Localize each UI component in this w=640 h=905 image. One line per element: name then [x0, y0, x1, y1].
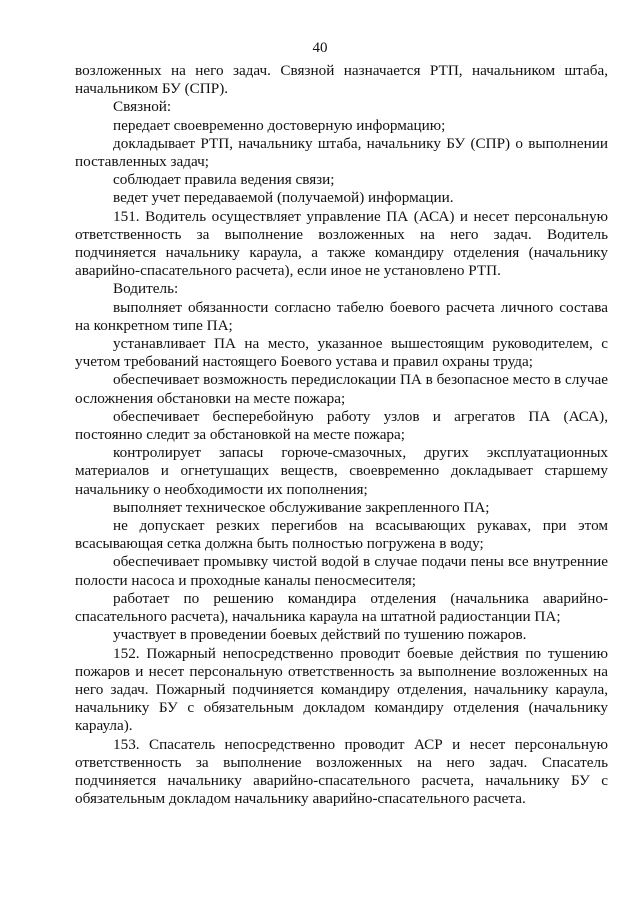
paragraph: 152. Пожарный непосредственно проводит боевые действия по тушению пожаров и несет персональную ответственность за выполнение возложенных на него задач. Пожарный подчиняется командиру отделения, начальнику караула, начальнику БУ с обязательным докладом командиру отделения (начальнику караула). — [75, 644, 608, 735]
paragraph: Водитель: — [113, 280, 179, 298]
paragraph: контролирует запасы горюче-смазочных, других эксплуатационных материалов и огнетушащих веществ, своевременно докладывает старшему начальнику о необходимости их пополнения; — [75, 444, 608, 498]
paragraph: передает своевременно достоверную информацию; — [113, 116, 446, 134]
paragraph: Связной: — [113, 98, 172, 116]
page-number: 40 — [312, 40, 328, 56]
paragraph: участвует в проведении боевых действий по тушению пожаров. — [113, 626, 527, 644]
paragraph: обеспечивает возможность передислокации ПА в безопасное место в случае осложнения обстановки на месте пожара; — [75, 371, 608, 407]
paragraph: выполняет обязанности согласно табелю боевого расчета личного состава на конкретном типе ПА; — [75, 298, 608, 334]
paragraph: обеспечивает промывку чистой водой в случае подачи пены все внутренние полости насоса и проходные каналы пеносмесителя; — [75, 553, 608, 589]
paragraph: не допускает резких перегибов на всасывающих рукавах, при этом всасывающая сетка должна быть полностью погружена в воду; — [75, 517, 608, 553]
paragraph: работает по решению командира отделения (начальника аварийно-спасательного расчета), начальника караула на штатной радиостанции ПА; — [75, 589, 608, 626]
paragraph: 153. Спасатель непосредственно проводит АСР и несет персональную ответственность за выполнение возложенных на него задач. Спасатель подчиняется начальнику аварийно-спасательного расчета, начальнику БУ с обязательным докладом начальнику аварийно-спасательного расчета. — [75, 735, 608, 808]
paragraph: 151. Водитель осуществляет управление ПА (АСА) и несет персональную ответственность за выполнение возложенных на него задач. Водитель подчиняется начальнику караула, а также командиру отделения (начальнику аварийно-спасательного расчета), если иное не установлено РТП. — [75, 207, 608, 280]
body-text — [75, 62, 608, 808]
paragraph: докладывает РТП, начальнику штаба, начальнику БУ (СПР) о выполнении поставленных задач; — [75, 134, 608, 171]
paragraph: обеспечивает бесперебойную работу узлов и агрегатов ПА (АСА), постоянно следит за обстановкой на месте пожара; — [75, 407, 608, 444]
paragraph: выполняет техническое обслуживание закрепленного ПА; — [113, 498, 490, 516]
paragraph: возложенных на него задач. Связной назначается РТП, начальником штаба, начальником БУ (СПР). — [75, 62, 608, 98]
paragraph: соблюдает правила ведения связи; — [113, 171, 335, 189]
paragraph: устанавливает ПА на место, указанное вышестоящим руководителем, с учетом требований настоящего Боевого устава и правил охраны труда; — [75, 335, 608, 371]
paragraph: ведет учет передаваемой (получаемой) информации. — [113, 189, 454, 207]
